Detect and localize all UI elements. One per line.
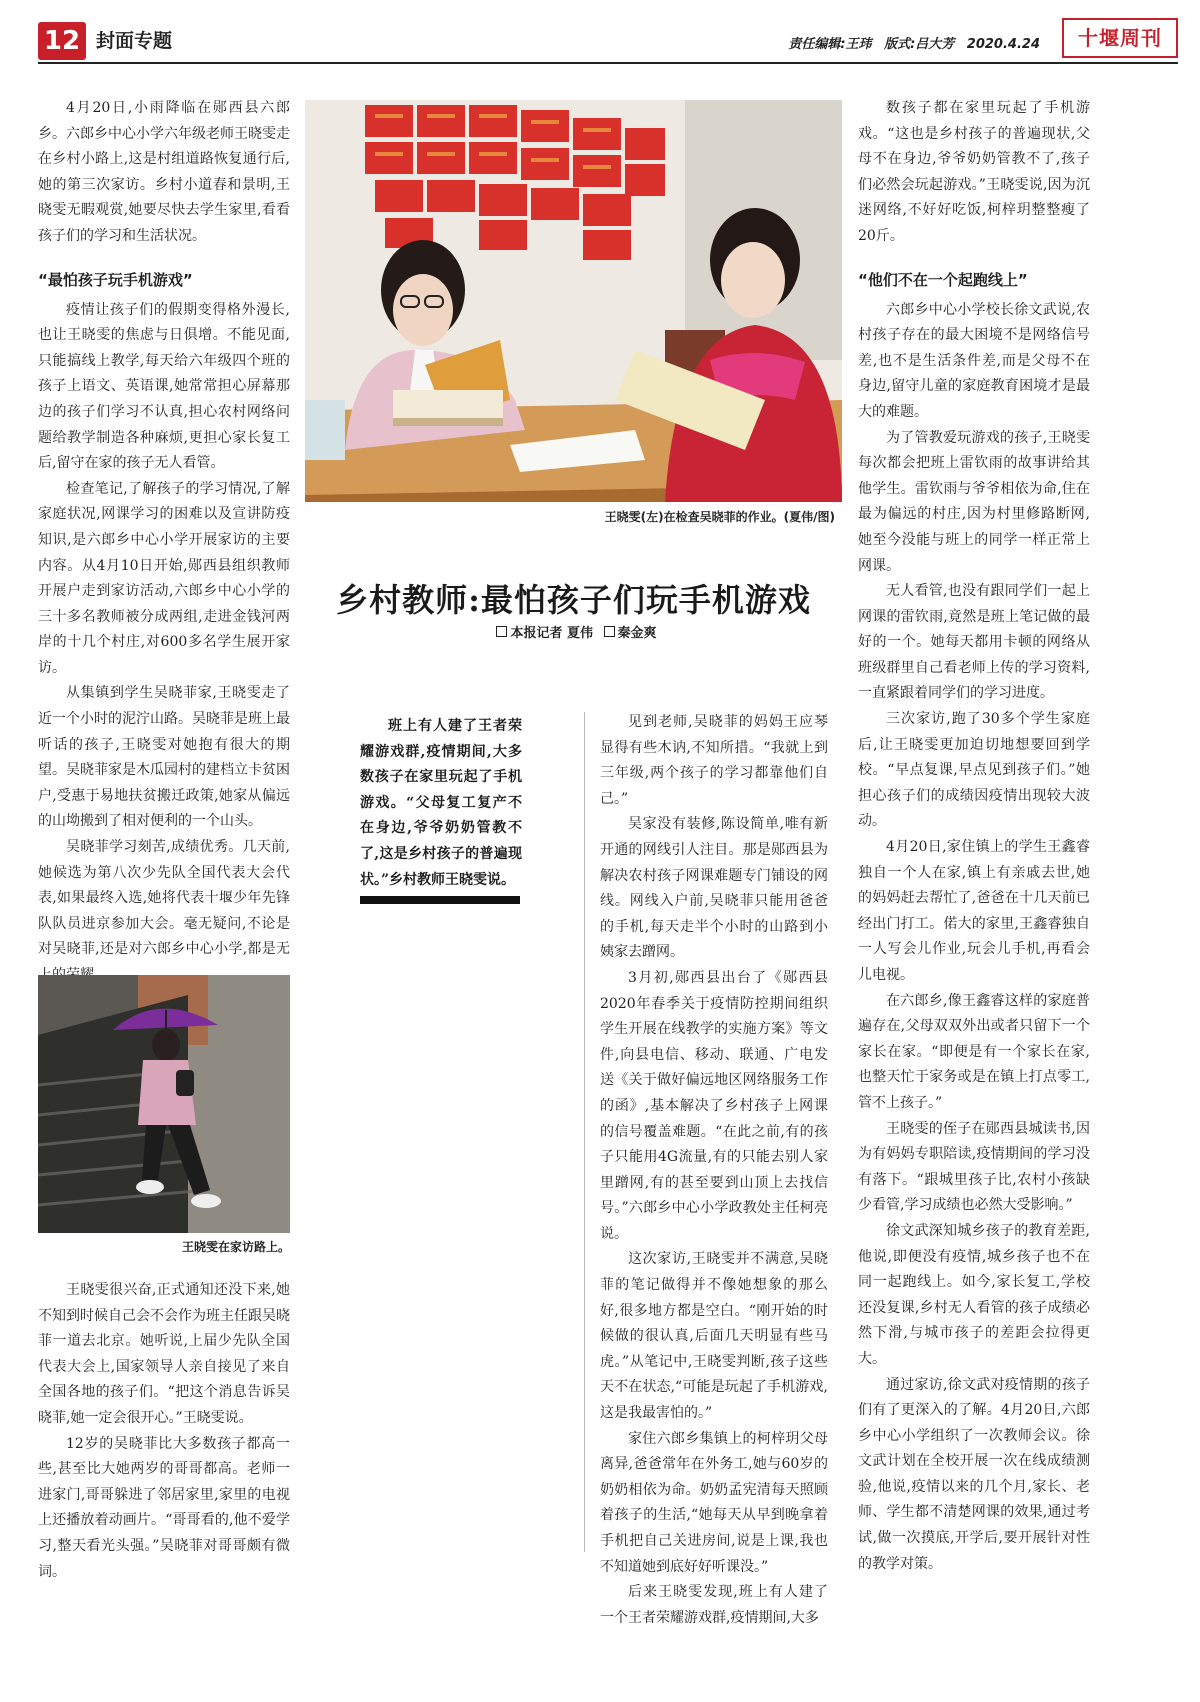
editor-credit: 责任编辑:王玮 (788, 37, 872, 52)
paragraph: 数孩子都在家里玩起了手机游戏。“这也是乡村孩子的普遍现状,父母不在身边,爷爷奶奶管教不了,孩子们必然会玩起游戏。”王晓雯说,因为沉迷网络,不好好吃饭,柯梓玥整整瘦了20斤。 (858, 100, 1090, 244)
small-photo-caption: 王晓雯在家访路上。 (181, 1240, 290, 1254)
paragraph: 从集镇到学生吴晓菲家,王晓雯走了近一个小时的泥泞山路。吴晓菲是班上最听话的孩子,王晓雯对她抱有很大的期望。吴晓菲家是木瓜园村的建档立卡贫困户,受惠于易地扶贫搬迁政策,她家从偏远的山坳搬到了相对便利的一个山头。 (38, 685, 290, 830)
pull-quote-bar (360, 896, 520, 904)
paragraph: 4月20日,家住镇上的学生王鑫睿独自一个人在家,镇上有亲戚去世,她的妈妈赶去帮忙了,爸爸在十几天前已经出门打工。偌大的家里,王鑫睿独自一人写会儿作业,玩会儿手机,再看会儿电视。 (858, 839, 1090, 983)
column-1-top (38, 96, 290, 989)
byline-marker (604, 626, 615, 637)
photo-homework-check (305, 100, 842, 502)
page-number: 12 (38, 22, 86, 60)
paragraph: 为了管教爱玩游戏的孩子,王晓雯每次都会把班上雷钦雨的故事讲给其他学生。雷钦雨与爷爷相依为命,住在最为偏远的村庄,因为村里修路断网,她至今没能与班上的同学一样正常上网课。 (858, 429, 1090, 574)
column-1-bottom (38, 1278, 290, 1585)
paragraph: 吴晓菲学习刻苦,成绩优秀。几天前,她候选为第八次少先队全国代表大会代表,如果最终入选,她将代表十堰少年先锋队队员进京参加大会。毫无疑问,不论是对吴晓菲,还是对六郎乡中心小学,都是无 (38, 839, 290, 958)
paragraph: 疫情让孩子们的假期变得格外漫长,也让王晓雯的焦虑与日俱增。不能见面,只能搞线上教学,每天给六年级四个班的孩子上语文、英语课,她常常担心屏幕那边的孩子们学习不认真,担心农村网络问题给教学制造各种麻烦,更担心家长复工后,留守在家的孩子无人看管。 (38, 301, 290, 472)
photo-teacher-walking-image (38, 975, 290, 1233)
paragraph: 王晓雯很兴奋,正式通知还没下来,她不知到时候自己会不会作为班主任跟吴晓菲一道去北京。她听说,上届少先队全国代表大会上,国家领导人亲自接见了来自全国各地的孩子们。“把这个消息告诉吴晓菲,她一定会很开心。”王晓雯说。 (38, 1282, 290, 1426)
brand-logo: 十堰周刊 (1062, 18, 1178, 58)
header-rule (38, 62, 1178, 64)
article-headline: 乡村教师:最怕孩子们玩手机游戏 (336, 581, 811, 619)
column-divider (584, 712, 585, 1552)
paragraph: 见到老师,吴晓菲的妈妈王应琴显得有些木讷,不知所措。“我就上到三年级,两个孩子的学习都靠他们自己。” (600, 714, 828, 807)
photo-homework-check-image (305, 100, 842, 502)
paragraph: 通过家访,徐文武对疫情期的孩子们有了更深入的了解。4月20日,六郎乡中心小学组织了一次教师会议。徐文武计划在全校开展一次在线成绩测验,他说,疫情以来的几个月,家长、老师、学生都不清楚网课的效果,通过考试,做一次摸底,开学后,要开展针对性的教学对策。 (858, 1376, 1090, 1572)
paragraph: 12岁的吴晓菲比大多数孩子都高一些,甚至比大她两岁的哥哥都高。老师一进家门,哥哥躲进了邻居家里,家里的电视上还播放着动画片。“哥哥看的,他不爱学习,整天看光头强。”吴晓菲对哥哥颇有微词。 (38, 1435, 290, 1580)
byline-marker (496, 626, 507, 637)
paragraph: 3月初,郧西县出台了《郧西县2020年春季关于疫情防控期间组织学生开展在线教学的实施方案》等文件,向县电信、移动、联通、广电发送《关于做好偏远地区网络服务工作的函》,基本解决了乡村孩子上网课的信号覆盖难题。“在此之前,有的孩子只能用4G流量,有的只能去别人家里蹭网,有的甚至要到山顶上去找信号。”六郎乡中心小学政教处主任柯亮说。 (600, 969, 828, 1242)
paragraph: 无人看管,也没有跟同学们一起上网课的雷钦雨,竟然是班上笔记做的最好的一个。她每天都用卡顿的网络从班级群里自己看老师上传的学习资料,一直紧跟着同学们的学习进度。 (858, 583, 1090, 702)
photo-teacher-walking (38, 975, 290, 1233)
main-photo-caption: 王晓雯(左)在检查吴晓菲的作业。(夏伟/图) (604, 510, 835, 524)
section-title: 封面专题 (96, 30, 173, 52)
paragraph: 家住六郎乡集镇上的柯梓玥父母离异,爸爸常年在外务工,她与60岁的奶奶相依为命。奶奶孟宪清每天照顾着孩子的生活,“她每天从早到晚拿着手机把自己关进房间,说是上课,我也不知道她到底好好听课没。” (600, 1430, 828, 1575)
paragraph: 在六郎乡,像王鑫睿这样的家庭普遍存在,父母双双外出或者只留下一个家长在家。“即便是有一个家长在家,也整天忙于家务或是在镇上打点零工,管不上孩子。” (858, 992, 1090, 1111)
pull-quote-text: 班上有人建了王者荣耀游戏群,疫情期间,大多数孩子在家里玩起了手机游戏。“父母复工复产不在身边,爷爷奶奶管教不了,这是乡村孩子的普遍现状。”乡村教师王晓雯说。 (360, 718, 522, 888)
issue-date: 2020.4.24 (966, 37, 1040, 52)
credits (780, 36, 1040, 54)
paragraph: 徐文武深知城乡孩子的教育差距,他说,即便没有疫情,城乡孩子也不在同一起跑线上。如今,家长复工,学校还没复课,乡村无人看管的孩子成绩必然下滑,与城市孩子的差距会拉得更大。 (858, 1222, 1090, 1367)
paragraph: 王晓雯的侄子在郧西县城读书,因为有妈妈专职陪读,疫情期间的学习没有落下。“跟城里孩子比,农村小孩缺少看管,学习成绩也必然大受影响。” (858, 1120, 1090, 1214)
reporter-name: 秦金爽 (617, 626, 657, 641)
paragraph: 后来王晓雯发现,班上有人建了一个王者荣耀游戏群,疫情期间,大多 (600, 1584, 828, 1626)
column-4 (858, 96, 1090, 1577)
reporter-name: 夏伟 (566, 626, 593, 641)
pull-quote (360, 714, 522, 893)
paragraph: 吴家没有装修,陈设简单,唯有新开通的网线引人注目。那是郧西县为解决农村孩子网课难题专门铺设的网线。网线入户前,吴晓菲只能用爸爸的手机,每天走半个小时的山路到小姨家去蹭网。 (600, 816, 828, 961)
paragraph: 这次家访,王晓雯并不满意,吴晓菲的笔记做得并不像她想象的那么好,很多地方都是空白。“刚开始的时候做的很认真,后面几天明显有些马虎。”从笔记中,王晓雯判断,孩子这些天不在状态,“可能是玩起了手机游戏,这是我最害怕的。” (600, 1251, 828, 1422)
paragraph: 六郎乡中心小学校长徐文武说,农村孩子存在的最大困境不是网络信号差,也不是生活条件差,而是父母不在身边,留守儿童的家庭教育困境才是最大的难题。 (858, 301, 1090, 420)
paragraph: 三次家访,跑了30多个学生家庭后,让王晓雯更加迫切地想要回到学校。“早点复课,早点见到孩子们。”她担心孩子们的成绩因疫情出现较大波动。 (858, 711, 1090, 830)
subheading: “他们不在一个起跑线上” (858, 270, 1028, 289)
layout-credit: 版式:吕大芳 (884, 37, 955, 52)
column-3 (600, 710, 828, 1631)
byline (305, 624, 842, 644)
page-header (38, 18, 1178, 62)
paragraph: 检查笔记,了解孩子的学习情况,了解家庭状况,网课学习的困难以及宣讲防疫知识,是六郎乡中心小学开展家访的主要内容。从4月10日开始,郧西县组织教师开展户走到家访活动,六郎乡中心小学的三十多名教师被分成两组,走进金钱河两岸的十几个村庄,对600多名学生展开家访。 (38, 480, 290, 676)
reporter-label: 本报记者 (510, 626, 563, 641)
subheading: “最怕孩子玩手机游戏” (38, 270, 193, 289)
paragraph: 4月20日,小雨降临在郧西县六郎乡。六郎乡中心小学六年级老师王晓雯走在乡村小路上,这是村组道路恢复通行后,她的第三次家访。乡村小道春和景明,王晓雯无暇观赏,她要尽快去学生家里,看看孩子们的学习和生活状况。 (38, 100, 290, 244)
